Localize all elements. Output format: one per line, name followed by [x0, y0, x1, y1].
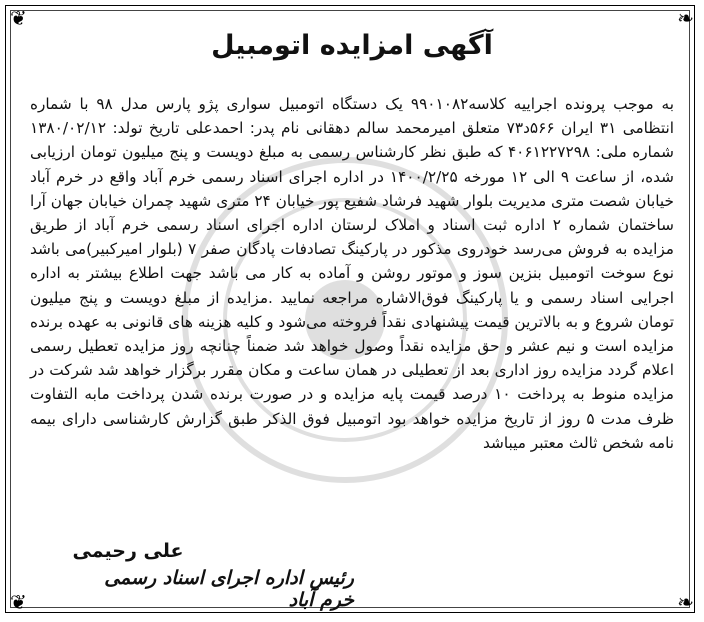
notice-body: به موجب پرونده اجراییه کلاسه۹۹۰۱۰۸۲ یک دستگاه اتومبیل سواری پژو پارس مدل ۹۸ با شماره انتظامی ۳۱ ایران ۵۶۶د۷۳ متعلق امیرمحمد سالم دهقانی نام پدر: احمدعلی تاریخ تولد: ۱۳۸۰/۰۲/۱۲ شماره ملی: ۴۰۶۱۲۲۷۲۹۸ که طبق نظر کارشناس رسمی به مبلغ دویست و پنج میلیون تومان ارزیابی شده، از ساعت ۹ الی ۱۲ مورخه ۱۴۰۰/۲/۲۵ در اداره اجرای اسناد رسمی خرم آباد واقع در خرم آباد خیابان شصت متری مدیریت بلوار شهید فرشاد شفیع پور خیابان ۲۴ متری شهید چمران خیابان جهان آرا ساختمان شماره ۲ اداره ثبت اسناد و املاک لرستان اداره اجرای اسناد رسمی خرم آباد از طریق مزایده به فروش می‌رسد خودروی مذکور در پارکینگ تصادفات پادگان صفر ۷ (بلوار امیرکبیر)می باشد نوع سوخت اتومبیل بنزین سوز و موتور روشن و آماده به کار می باشد جهت اطلاع بیشتر به اداره اجرایی اسناد رسمی و یا پارکینگ فوق‌الاشاره مراجعه نمایید .مزایده از مبلغ دویست و پنج میلیون تومان شروع و به بالاترین قیمت پیشنهادی نقداً فروخته می‌شود و کلیه هزینه های قانونی به عهده برنده مزایده است و نیم عشر و حق مزایده نقداً وصول خواهد شد ضمناً چنانچه روز مزایده تعطیل رسمی اعلام گردد مزایده روز اداری بعد از تعطیلی در همان ساعت و مکان مقرر برگزار خواهد شد شرکت در مزایده منوط به پرداخت ۱۰ درصد قیمت پایه مزایده و در صورت برنده شدن پرداخت مابه التفاوت ظرف مدت ۵ روز از تاریخ مزایده خواهد بود اتومبیل فوق الذکر طبق گزارش کارشناسی دارای بیمه نامه شخص ثالث معتبر میباشد: [29, 95, 675, 452]
flourish-icon: ❦: [10, 590, 27, 614]
flourish-icon: ❦: [10, 6, 27, 30]
signatory-title: رئیس اداره اجرای اسناد رسمی خرم آباد: [104, 567, 354, 611]
flourish-icon: ❧: [677, 6, 694, 30]
notice-title: آگهی امزایده اتومبیل: [211, 30, 493, 61]
signatory-name: علی رحیمی: [72, 540, 184, 562]
flourish-icon: ❧: [677, 590, 694, 614]
